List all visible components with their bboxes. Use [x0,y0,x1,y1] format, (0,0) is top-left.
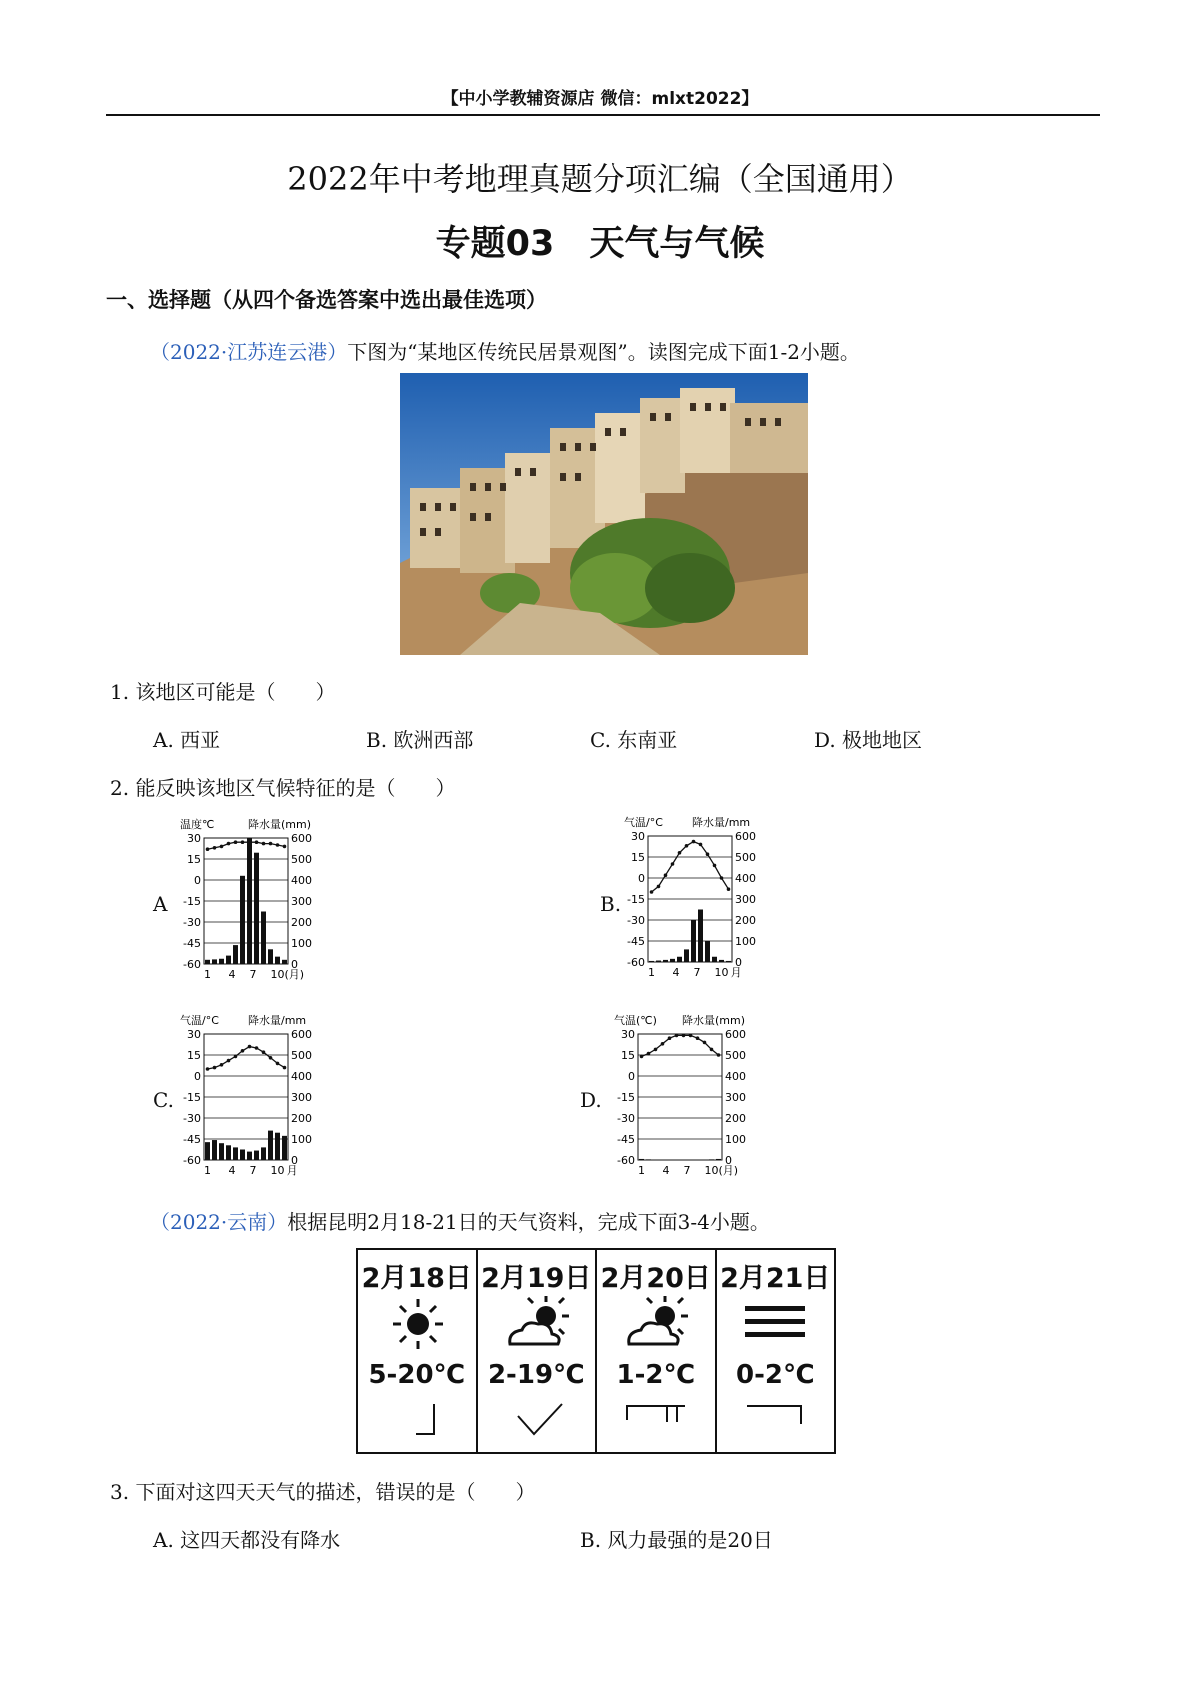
precip-bar [254,1151,259,1160]
temp-point [727,887,731,891]
temp-point [696,1036,700,1040]
temp-point [269,842,273,846]
fog-icon [735,1294,819,1354]
temp-point [689,1034,693,1038]
precip-bar [698,910,703,963]
question-2-stem: 2. 能反映该地区气候特征的是（ ） [110,776,456,800]
weather-date: 2月19日 [481,1263,592,1294]
dwelling-landscape-photo [400,373,808,655]
temp-point [262,842,266,846]
temp-point [241,840,245,844]
month-tick-label: 10 [714,966,729,979]
temp-tick-label: -30 [183,916,201,929]
temp-point [699,843,703,847]
partly-cloudy-icon [615,1294,699,1354]
precip-bar [261,1147,266,1160]
temp-point [241,1049,245,1053]
temp-point [206,847,210,851]
temp-point [255,1046,259,1050]
sun-icon [376,1294,460,1354]
precip-tick-label: 200 [291,1112,312,1125]
temp-tick-label: -45 [617,1133,635,1146]
temp-tick-label: -60 [627,956,645,969]
precip-bar [719,960,724,962]
q3-option-a: A. 这四天都没有降水 [153,1528,341,1552]
climate-chart-d [610,1012,770,1192]
intro-2-text: 根据昆明2月18-21日的天气资料，完成下面3-4小题。 [287,1210,770,1234]
temp-point [685,844,689,848]
temp-point [283,845,287,849]
precip-bar [639,1159,644,1160]
month-tick-label: 7 [683,1164,691,1177]
temp-axis-title: 气温(℃) [614,1014,657,1027]
intro-1-source: （2022·江苏连云港） [150,340,348,364]
temp-point [262,1050,266,1054]
month-tick-label: 4 [662,1164,670,1177]
precip-bar [709,1159,714,1160]
month-tick-label: 1 [638,1164,645,1177]
temp-point [650,890,654,894]
temp-point [213,846,217,850]
temp-tick-label: -15 [183,895,201,908]
temp-tick-label: 30 [631,830,645,843]
month-tick-label: 7 [249,968,257,981]
page-header: 【中小学教辅资源店 微信：mlxt2022】 [441,89,759,109]
precip-tick-label: 600 [725,1028,746,1041]
wind-symbol [496,1398,580,1438]
precip-tick-label: 200 [725,1112,746,1125]
precip-bar [212,1140,217,1160]
month-tick-label: 4 [228,968,236,981]
chart-d-label: D. [580,1088,602,1112]
precip-tick-label: 400 [735,872,756,885]
precip-tick-label: 0 [735,956,742,969]
q1-option-d: D. 极地地区 [814,728,923,752]
temp-tick-label: -30 [627,914,645,927]
section-heading: 一、选择题（从四个备选答案中选出最佳选项） [106,288,547,312]
precip-tick-label: 400 [725,1070,746,1083]
temp-point [248,1045,252,1049]
temp-point [657,885,661,889]
precip-bar [205,1142,210,1160]
precip-tick-label: 200 [735,914,756,927]
weather-temp: 5-20℃ [368,1360,466,1390]
month-tick-label: 10(月) [704,1164,739,1177]
chart-a-label: A [153,892,168,916]
q1-option-b: B. 欧洲西部 [366,728,474,752]
temp-point [248,840,252,844]
precip-bar [684,949,689,962]
precip-tick-label: 100 [735,935,756,948]
precip-tick-label: 400 [291,1070,312,1083]
page-subtitle: 专题03 天气与气候 [435,224,765,264]
weather-cell [358,1250,478,1452]
precip-bar [261,912,266,965]
precip-tick-label: 200 [291,916,312,929]
precip-bar [282,1136,287,1160]
precip-bar [240,876,245,964]
precip-bar [233,945,238,964]
weather-temp: 1-2℃ [616,1360,695,1390]
temp-point [283,1066,287,1070]
header-divider [106,114,1100,116]
month-tick-label: 10 [270,1164,285,1177]
temp-point [276,1062,280,1066]
weather-cell [717,1250,835,1452]
temp-point [234,840,238,844]
q3-option-b: B. 风力最强的是20日 [580,1528,773,1552]
temp-point [706,852,710,856]
temp-tick-label: 0 [638,872,645,885]
weather-table [356,1248,836,1454]
wind-symbol [376,1398,460,1438]
precip-tick-label: 300 [725,1091,746,1104]
precip-bar [677,957,682,962]
temp-tick-label: -15 [627,893,645,906]
precip-bar [663,960,668,962]
precip-axis-title: 降水量(mm) [248,818,312,831]
weather-date: 2月20日 [600,1263,711,1294]
temp-tick-label: -45 [627,935,645,948]
temp-point [654,1048,658,1052]
temp-axis-title: 气温/°C [624,816,663,829]
precip-axis-title: 降水量/mm [248,1014,307,1027]
weather-date: 2月18日 [361,1263,472,1294]
temp-point [717,1053,721,1057]
precip-bar [268,949,273,964]
weather-date: 2月21日 [720,1263,831,1294]
precip-tick-label: 600 [291,1028,312,1041]
precip-tick-label: 100 [291,1133,312,1146]
month-tick-label: 1 [648,966,655,979]
chart-c-label: C. [153,1088,174,1112]
temp-tick-label: -15 [183,1091,201,1104]
temp-point [276,843,280,847]
temp-point [664,873,668,877]
precip-bar [646,1159,651,1160]
weather-temp: 2-19℃ [487,1360,585,1390]
precip-bar [254,853,259,964]
chart-b-label: B. [600,892,622,916]
precip-bar [649,961,654,962]
month-tick-label: 月 [730,966,742,979]
precip-bar [268,1131,273,1160]
precip-tick-label: 500 [291,853,312,866]
temp-point [213,1066,217,1070]
temp-point [234,1055,238,1059]
question-1-stem: 1. 该地区可能是（ ） [110,680,336,704]
temp-line [652,842,729,892]
precip-bar [282,960,287,964]
weather-cell [597,1250,717,1452]
temp-tick-label: 15 [631,851,645,864]
month-tick-label: 7 [249,1164,257,1177]
precip-bar [219,959,224,964]
climate-chart-c [176,1012,336,1192]
temp-point [220,845,224,849]
temp-axis-title: 温度℃ [180,818,215,831]
precip-bar [275,957,280,964]
temp-point [227,1059,231,1063]
temp-tick-label: 30 [187,1028,201,1041]
precip-bar [212,959,217,964]
temp-point [668,1036,672,1040]
precip-tick-label: 400 [291,874,312,887]
precip-tick-label: 600 [291,832,312,845]
temp-axis-title: 气温/°C [180,1014,219,1027]
precip-bar [705,941,710,962]
precip-bar [233,1147,238,1160]
temp-point [227,842,231,846]
precip-bar [656,961,661,962]
precip-bar [716,1159,721,1160]
precip-tick-label: 0 [291,958,298,971]
temp-point [682,1034,686,1038]
month-tick-label: 10(月) [270,968,305,981]
temp-tick-label: -30 [617,1112,635,1125]
temp-tick-label: 30 [621,1028,635,1041]
temp-tick-label: -60 [183,1154,201,1167]
temp-point [647,1052,651,1056]
question-3-stem: 3. 下面对这四天天气的描述，错误的是（ ） [110,1480,536,1504]
temp-tick-label: 30 [187,832,201,845]
wind-symbol [735,1398,819,1438]
month-tick-label: 1 [204,968,211,981]
month-tick-label: 7 [693,966,701,979]
climate-chart-b [620,814,780,994]
precip-tick-label: 0 [725,1154,732,1167]
temp-point [675,1034,679,1038]
month-tick-label: 4 [672,966,680,979]
precip-axis-title: 降水量/mm [692,816,751,829]
precip-bar [226,956,231,964]
intro-2-source: （2022·云南） [150,1210,288,1234]
precip-bar [240,1150,245,1161]
temp-tick-label: 15 [621,1049,635,1062]
temp-tick-label: -45 [183,937,201,950]
temp-tick-label: 0 [628,1070,635,1083]
precip-bar [226,1145,231,1160]
temp-line [642,1035,719,1056]
page-title: 2022年中考地理真题分项汇编（全国通用） [287,160,913,198]
temp-tick-label: 0 [194,1070,201,1083]
temp-point [713,864,717,868]
temp-tick-label: -60 [617,1154,635,1167]
precip-bar [726,961,731,962]
temp-point [710,1048,714,1052]
precip-tick-label: 100 [291,937,312,950]
temp-point [220,1063,224,1067]
wind-symbol [615,1398,699,1438]
precip-bar [247,1152,252,1160]
temp-point [661,1042,665,1046]
temp-line [208,842,285,849]
month-tick-label: 4 [228,1164,236,1177]
weather-temp: 0-2℃ [736,1360,815,1390]
temp-point [678,851,682,855]
precip-bar [275,1133,280,1160]
precip-tick-label: 300 [291,1091,312,1104]
precip-tick-label: 500 [725,1049,746,1062]
temp-point [640,1055,644,1059]
temp-tick-label: 15 [187,1049,201,1062]
temp-tick-label: -60 [183,958,201,971]
temp-tick-label: 0 [194,874,201,887]
temp-point [671,862,675,866]
partly-cloudy-icon [496,1294,580,1354]
temp-point [720,876,724,880]
precip-axis-title: 降水量(mm) [682,1014,746,1027]
precip-tick-label: 500 [291,1049,312,1062]
intro-1 [150,336,860,365]
temp-tick-label: -45 [183,1133,201,1146]
month-tick-label: 月 [286,1164,298,1177]
temp-tick-label: -15 [617,1091,635,1104]
temp-point [703,1041,707,1045]
precip-tick-label: 600 [735,830,756,843]
q1-option-a: A. 西亚 [153,728,221,752]
temp-point [269,1056,273,1060]
precip-tick-label: 500 [735,851,756,864]
temp-point [692,840,696,844]
temp-tick-label: 15 [187,853,201,866]
precip-bar [670,959,675,962]
precip-tick-label: 0 [291,1154,298,1167]
intro-2 [150,1206,770,1235]
precip-bar [219,1143,224,1160]
temp-point [255,840,259,844]
precip-bar [712,957,717,962]
precip-bar [691,920,696,962]
temp-point [206,1067,210,1071]
intro-1-text: 下图为“某地区传统民居景观图”。读图完成下面1-2小题。 [347,340,860,364]
precip-bar [205,960,210,964]
month-tick-label: 1 [204,1164,211,1177]
precip-tick-label: 100 [725,1133,746,1146]
precip-tick-label: 300 [735,893,756,906]
precip-tick-label: 300 [291,895,312,908]
precip-bar [247,838,252,964]
q1-option-c: C. 东南亚 [590,728,678,752]
temp-line [208,1047,285,1069]
temp-tick-label: -30 [183,1112,201,1125]
climate-chart-a [176,816,336,994]
weather-cell [478,1250,598,1452]
